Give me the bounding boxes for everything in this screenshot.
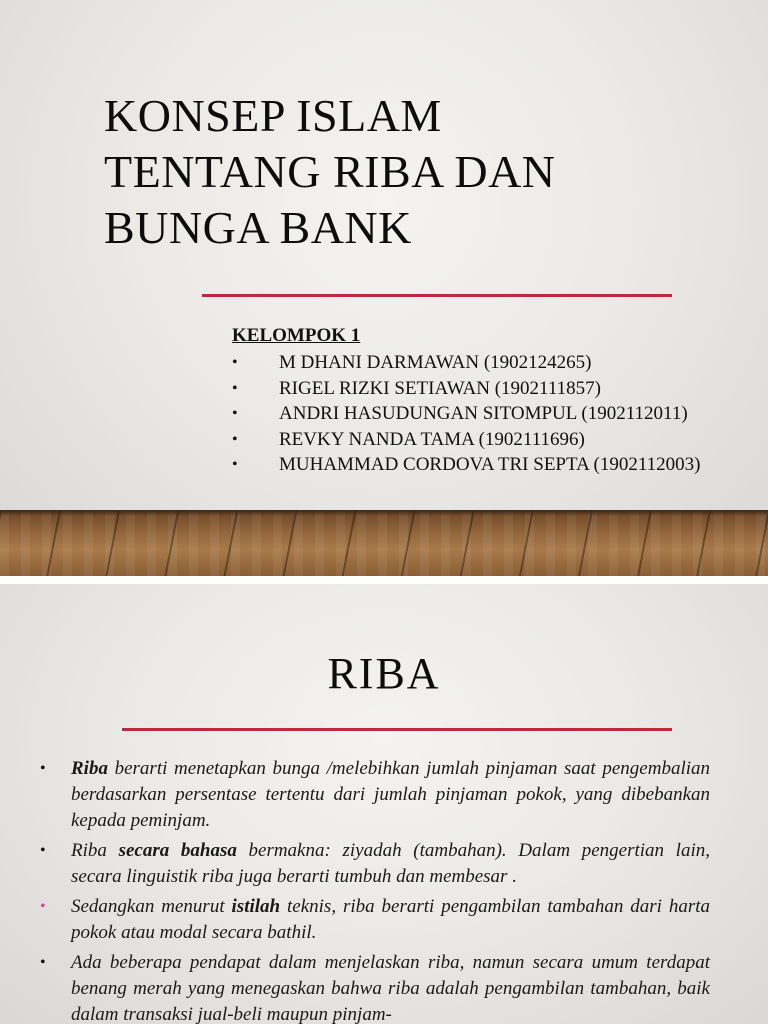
definition-item bbox=[40, 838, 710, 890]
member-item bbox=[232, 427, 700, 453]
member-item bbox=[232, 376, 700, 402]
group-heading: KELOMPOK 1 bbox=[232, 325, 361, 346]
definition-text: Ada beberapa pendapat dalam menjelaskan riba, namun secara umum terdapat benang merah yang menegaskan bahwa riba adalah pengambilan tambahan, baik dalam transaksi jual-beli maupun pinjam- bbox=[71, 952, 710, 1024]
slide-title bbox=[104, 88, 664, 256]
riba-slide bbox=[0, 584, 768, 1024]
member-name: MUHAMMAD CORDOVA TRI SEPTA (1902112003) bbox=[279, 454, 701, 475]
definition-text: Sedangkan menurut istilah teknis, riba berarti pengambilan tambahan dari harta pokok atau modal secara bathil. bbox=[71, 896, 711, 943]
bullet-icon: • bbox=[232, 456, 238, 473]
bullet-icon: • bbox=[40, 760, 46, 777]
bullet-icon: • bbox=[40, 954, 46, 971]
member-list bbox=[232, 350, 700, 478]
bullet-icon: • bbox=[232, 354, 238, 371]
title-line: KONSEP ISLAM bbox=[104, 90, 442, 141]
member-item bbox=[232, 452, 700, 478]
bullet-icon: • bbox=[40, 898, 46, 915]
member-name: RIGEL RIZKI SETIAWAN (1902111857) bbox=[279, 377, 601, 399]
definition-text: Riba berarti menetapkan bunga /melebihkan jumlah pinjaman saat pengembalian berdasarkan persentase tertentu dari jumlah pinjaman pokok, yang dibebankan kepada peminjam. bbox=[71, 758, 710, 831]
member-name: M DHANI DARMAWAN (1902124265) bbox=[279, 352, 592, 373]
definition-item bbox=[40, 894, 710, 946]
floor-shadow bbox=[0, 510, 768, 516]
bullet-icon: • bbox=[232, 405, 238, 422]
slide-title: RIBA bbox=[327, 649, 441, 698]
member-item bbox=[232, 401, 700, 427]
member-name: REVKY NANDA TAMA (1902111696) bbox=[279, 428, 585, 450]
bullet-icon: • bbox=[232, 379, 238, 397]
bullet-icon: • bbox=[232, 430, 238, 448]
definition-list bbox=[40, 756, 710, 1024]
bullet-icon: • bbox=[40, 842, 46, 859]
title-line: BUNGA BANK bbox=[104, 202, 412, 253]
wood-floor-decoration bbox=[0, 510, 768, 576]
definition-item bbox=[40, 756, 710, 834]
definition-item bbox=[40, 950, 710, 1024]
title-line: TENTANG RIBA DAN bbox=[104, 146, 556, 197]
title-divider bbox=[122, 728, 672, 731]
member-item bbox=[232, 350, 700, 376]
definition-text: Riba secara bahasa bermakna: ziyadah (tambahan). Dalam pengertian lain, secara linguistik riba juga berarti tumbuh dan membesar . bbox=[71, 840, 710, 887]
title-divider bbox=[202, 294, 672, 297]
member-name: ANDRI HASUDUNGAN SITOMPUL (1902112011) bbox=[279, 403, 688, 424]
